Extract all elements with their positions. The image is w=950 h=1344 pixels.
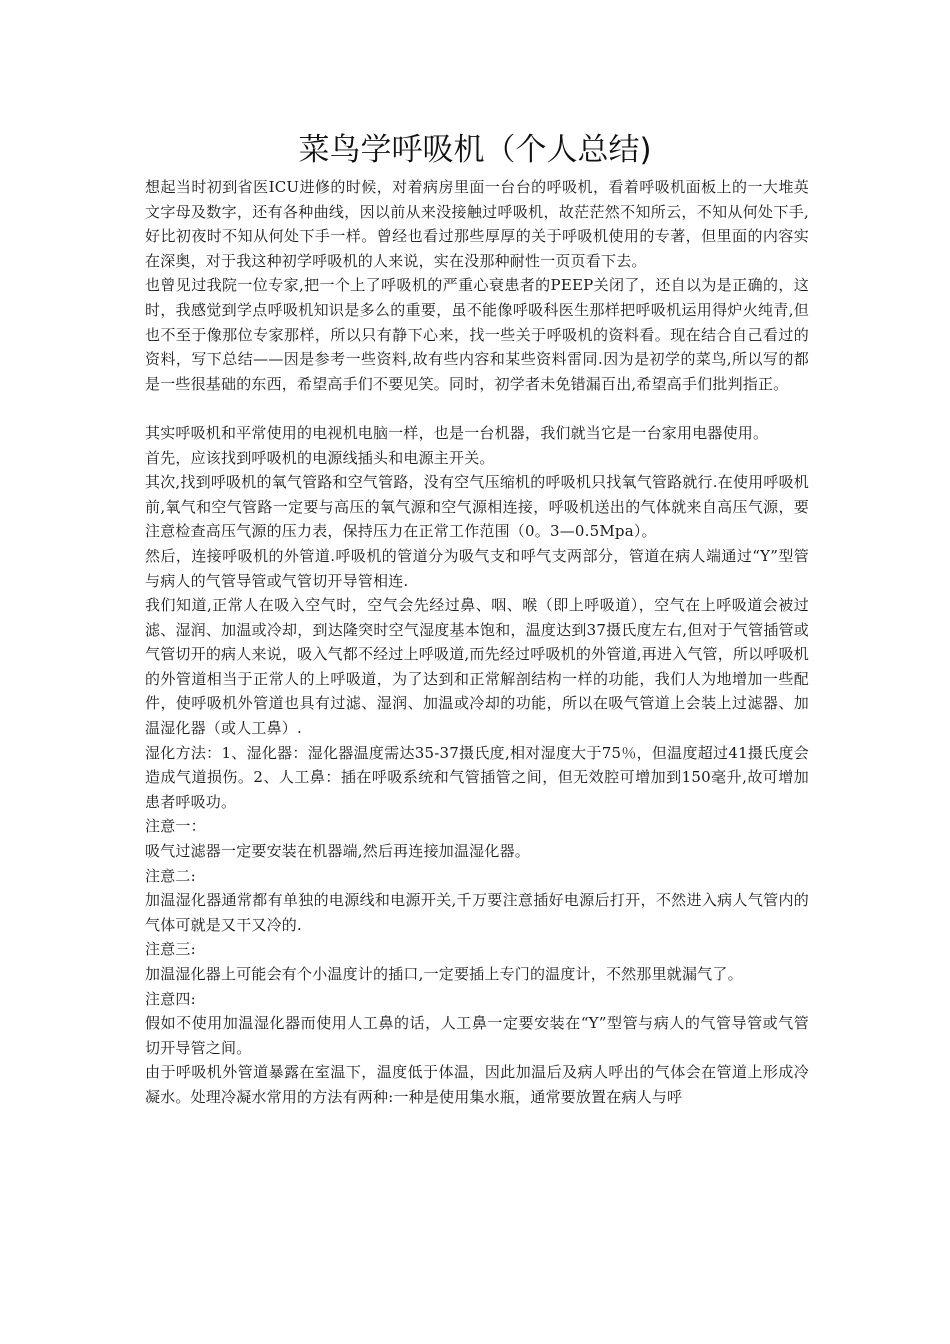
paragraph: 吸气过滤器一定要安装在机器端,然后再连接加温湿化器。 [145,842,530,861]
paragraph: 也曾见过我院一位专家,把一个上了呼吸机的严重心衰患者的PEEP关闭了，还自以为是正确的，这时，我感觉到学点呼吸机知识是多么的重要，虽不能像呼吸科医生那样把呼吸机运用得炉火纯青,但也不至于像那位专家那样，所以只有静下心来，找一些关于呼吸机的资料看。现在结合自己看过的资料，写下总结——因是参考一些资料,故有些内容和某些资料雷同.因为是初学的菜鸟,所以写的都是一些很基础的东西，希望高手们不要见笑。同时，初学者未免错漏百出,希望高手们批判指正。 [145,276,809,393]
paragraph: 想起当时初到省医ICU进修的时候，对着病房里面一台台的呼吸机，看着呼吸机面板上的一大堆英文字母及数字，还有各种曲线，因以前从来没接触过呼吸机，故茫茫然不知所云，不知从何处下手,好比初夜时不知从何处下手一样。曾经也看过那些厚厚的关于呼吸机使用的专著，但里面的内容实在深奥，对于我这种初学呼吸机的人来说，实在没那种耐性一页页看下去。 [145,178,809,270]
paragraph: 其次,找到呼吸机的氧气管路和空气管路，没有空气压缩机的呼吸机只找氧气管路就行.在使用呼吸机前,氧气和空气管路一定要与高压的氧气源和空气源相连接，呼吸机送出的气体就来自高压气源，要注意检查高压气源的压力表，保持压力在正常工作范围（0。3—0.5Mpa）。 [145,473,809,541]
blank-line [145,396,809,421]
paragraph: 加温湿化器上可能会有个小温度计的插口,一定要插上专门的温度计，不然那里就漏气了。 [145,965,743,983]
paragraph: 由于呼吸机外管道暴露在室温下，温度低于体温，因此加温后及病人呼出的气体会在管道上形成冷凝水。处理冷凝水常用的方法有两种:一种是使用集水瓶，通常要放置在病人与呼 [145,1063,809,1106]
paragraph: 然后，连接呼吸机的外管道.呼吸机的管道分为吸气支和呼气支两部分，管道在病人端通过“Y”型管与病人的气管导管或气管切开导管相连. [145,546,809,590]
paragraph: 假如不使用加温湿化器而使用人工鼻的话，人工鼻一定要安装在“Y”型管与病人的气管导管或气管切开导管之间。 [145,1014,809,1057]
paragraph: 我们知道,正常人在吸入空气时，空气会先经过鼻、咽、喉（即上呼吸道），空气在上呼吸道会被过滤、湿润、加温或冷却，到达隆突时空气湿度基本饱和，温度达到37摄氏度左右,但对于气管插管或气管切开的病人来说，吸入气都不经过上呼吸道,而先经过呼吸机的外管道,再进入气管，所以呼吸机的外管道相当于正常人的上呼吸道，为了达到和正常解剖结构一样的功能，我们人为地增加一些配件，使呼吸机外管道也具有过滤、湿润、加温或冷却的功能，所以在吸气管道上会装上过滤器、加温湿化器（或人工鼻）. [145,596,809,738]
note-heading: 注意四: [145,989,196,1008]
page-title: 菜鸟学呼吸机（个人总结) [298,132,652,168]
paragraph: 其实呼吸机和平常使用的电视机电脑一样，也是一台机器，我们就当它是一台家用电器使用。 [145,423,769,442]
paragraph: 湿化方法：1、湿化器：湿化器温度需达35-37摄氏度,相对湿度大于75％，但温度超过41摄氏度会造成气道损伤。2、人工鼻：插在呼吸系统和气管插管之间，但无效腔可增加到150毫升,故可增加患者呼吸功。 [145,743,809,811]
document-body [145,175,809,1110]
note-heading: 注意三: [145,940,196,959]
note-heading: 注意二: [145,866,196,885]
paragraph: 加温湿化器通常都有单独的电源线和电源开关,千万要注意插好电源后打开，不然进入病人气管内的气体可就是又干又冷的. [145,891,809,934]
note-heading: 注意一： [145,817,206,836]
paragraph: 首先，应该找到呼吸机的电源线插头和电源主开关。 [145,448,495,467]
